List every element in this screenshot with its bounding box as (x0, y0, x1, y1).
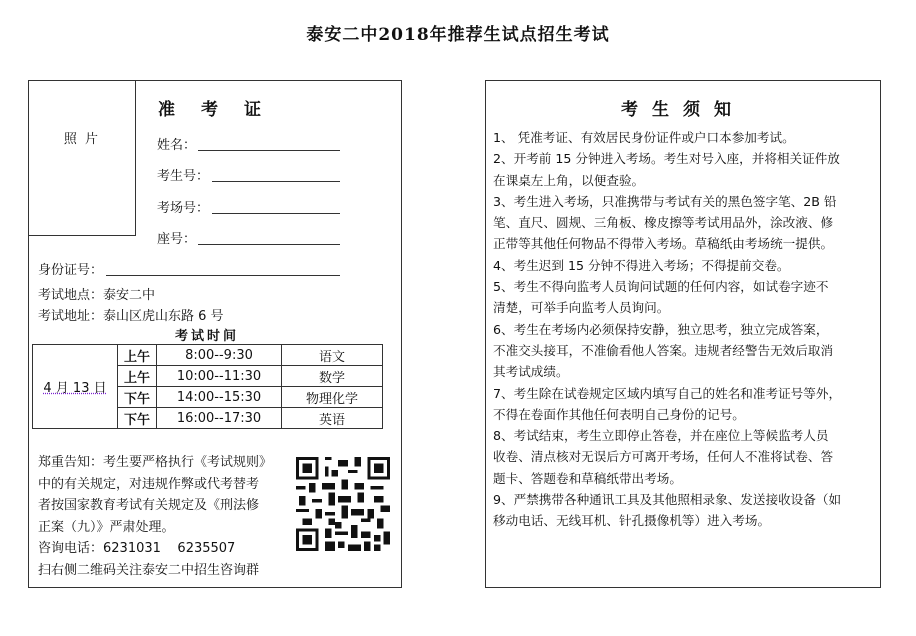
list-item: 移动电话、无线耳机、针孔摄像机等）进入考场。 (493, 513, 771, 529)
list-item: 4、考生迟到 15 分钟不得进入考场；不得提前交卷。 (493, 257, 790, 273)
list-item: 5、考生不得向监考人员询问试题的任何内容，如试卷字迹不 (493, 279, 829, 295)
name-label: 姓名： (157, 138, 197, 153)
consult-phone: 咨询电话：6231031 6235507 (38, 541, 236, 557)
period-cell: 下午 (118, 408, 157, 429)
list-item: 1、 凭准考证、有效居民身份证件或户口本参加考试。 (493, 130, 795, 145)
list-item: 清楚，可举手向监考人员询问。 (493, 300, 670, 316)
schedule-table (32, 344, 383, 429)
subject-cell: 英语 (282, 408, 383, 429)
photo-box (28, 80, 136, 236)
exam-address: 考试地址：泰山区虎山东路 6 号 (38, 309, 224, 324)
ticket-heading: 准考证 (158, 100, 287, 120)
list-item: 7、考生除在试卷规定区域内填写自己的姓名和准考证号等外， (493, 385, 842, 401)
room-no-label: 考场号： (157, 201, 210, 216)
warning-text (38, 452, 290, 582)
list-item: 不得在卷面作其他任何表明自己身份的记号。 (493, 406, 745, 422)
exam-no-label: 考生号： (157, 169, 210, 184)
subject-cell: 数学 (282, 366, 383, 387)
list-item: 笔、直尺、圆规、三角板、橡皮擦等考试用品外，涂改液、修 (493, 215, 834, 231)
period-cell: 上午 (118, 366, 157, 387)
list-item: 正带等其他任何物品不得带入考场。草稿纸由考场统一提供。 (493, 236, 834, 252)
warning-line: 中的有关规定，对违规作弊或代考替考 (38, 476, 260, 492)
notice-heading: 考生须知 (621, 100, 745, 120)
list-item: 9、严禁携带各种通讯工具及其他照相录象、发送接收设备（如 (493, 492, 842, 508)
id-field[interactable] (106, 275, 340, 276)
list-item: 2、开考前 15 分钟进入考场。考生对号入座，并将相关证件放 (493, 151, 840, 167)
list-item: 8、考试结束，考生立即停止答卷，并在座位上等候监考人员 (493, 428, 829, 444)
table-row (33, 345, 383, 366)
warning-line: 正案（九）》严肃处理。 (38, 519, 175, 535)
period-cell: 下午 (118, 387, 157, 408)
list-item: 其考试成绩。 (493, 364, 569, 380)
time-cell: 16:00--17:30 (157, 408, 282, 429)
list-item: 不准交头接耳，不准偷看他人答案。违规者经警告无效后取消 (493, 342, 834, 358)
exam-no-field[interactable] (212, 181, 340, 182)
list-item: 题卡、答题卷和草稿纸带出考场。 (493, 470, 682, 486)
time-cell: 10:00--11:30 (157, 366, 282, 387)
photo-label: 照 片 (63, 132, 101, 147)
id-label: 身份证号： (38, 263, 104, 278)
list-item: 6、考生在考场内必须保持安静，独立思考，独立完成答案， (493, 321, 829, 337)
period-cell: 上午 (118, 345, 157, 366)
name-field[interactable] (198, 150, 340, 151)
page-title: 泰安二中2018年推荐生试点招生考试 (306, 25, 610, 45)
exam-date: 4 月 13 日 (33, 345, 118, 429)
list-item: 3、考生进入考场，只准携带与考试有关的黑色签字笔、2B 铅 (493, 193, 837, 209)
room-no-field[interactable] (212, 213, 340, 214)
warning-line: 郑重告知：考生要严格执行《考试规则》 (38, 455, 273, 470)
qr-code-icon[interactable] (296, 457, 390, 551)
notice-list (493, 127, 878, 532)
subject-cell: 物理化学 (282, 387, 383, 408)
exam-location: 考试地点：泰安二中 (38, 288, 156, 303)
time-cell: 8:00--9:30 (157, 345, 282, 366)
time-cell: 14:00--15:30 (157, 387, 282, 408)
qr-instruction: 扫右侧二维码关注泰安二中招生咨询群 (38, 562, 260, 578)
schedule-title: 考试时间 (175, 329, 240, 344)
subject-cell: 语文 (282, 345, 383, 366)
list-item: 在课桌左上角，以便查验。 (493, 172, 645, 188)
seat-no-label: 座号： (157, 232, 197, 247)
warning-line: 者按国家教育考试有关规定及《刑法修 (38, 498, 260, 514)
seat-no-field[interactable] (198, 244, 340, 245)
list-item: 收卷、清点核对无误后方可离开考场，任何人不准将试卷、答 (493, 449, 834, 465)
